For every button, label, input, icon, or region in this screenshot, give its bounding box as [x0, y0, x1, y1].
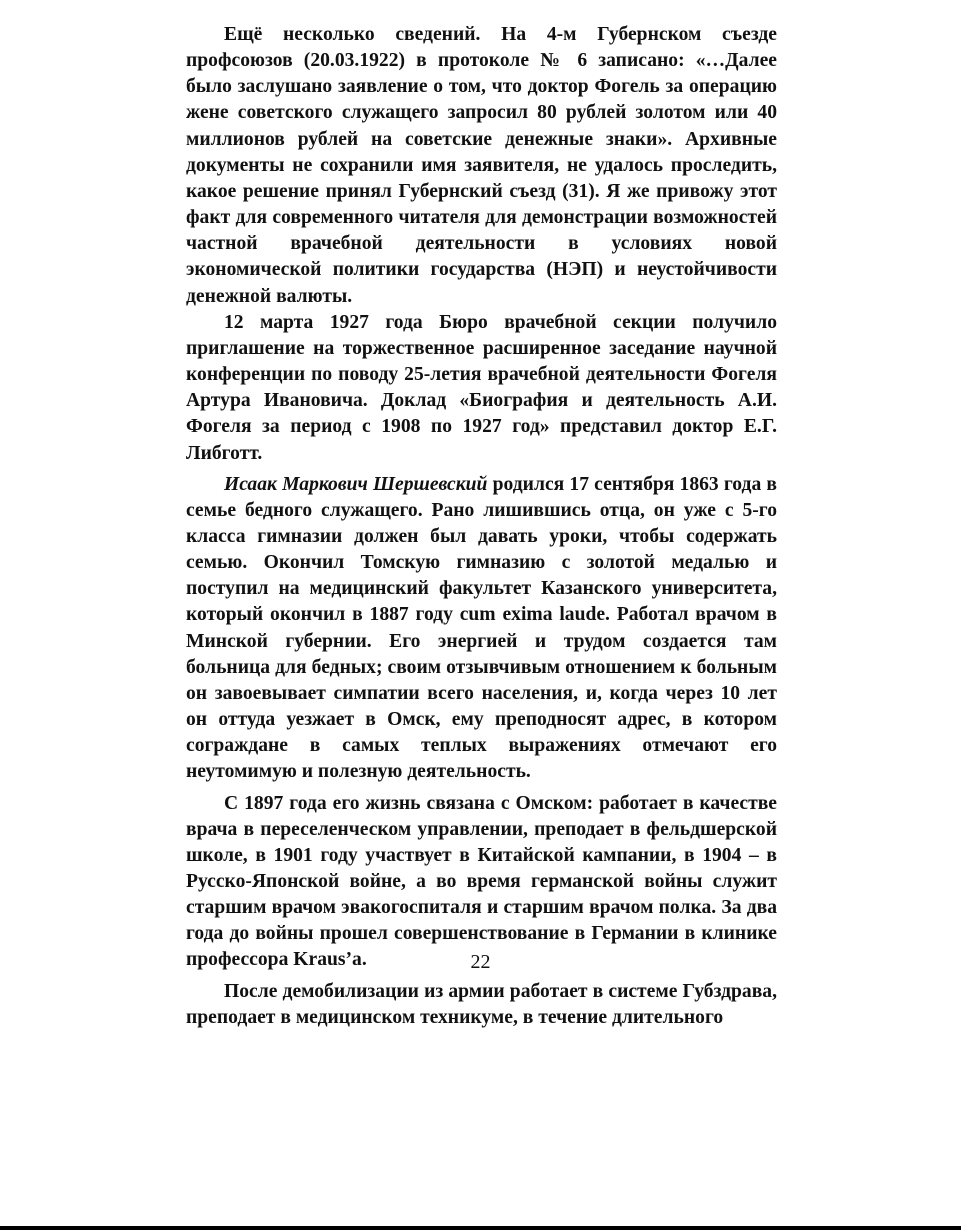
- paragraph-body: родился 17 сентября 1863 года в семье бедного служащего. Рано лишившись отца, он уже с 5-го класса гимназии должен был давать уроки, чтобы содержать семью. Окончил Томскую гимназию с золотой медалью и поступил на медицинский факультет Казанского университета, который окончил в 1887 году cum exima laude. Работал врачом в Минской губернии. Его энергией и трудом создается там больница для бедных; своим отзывчивым отношением к больным он завоевывает симпатии всего населения, и, когда через 10 лет он оттуда уезжает в Омск, ему преподносят адрес, в котором сограждане в самых теплых выражениях отмечают его неутомимую и полезную деятельность.: [186, 473, 777, 783]
- paragraph-after-demobilization: После демобилизации из армии работает в системе Губздрава, преподает в медицинском техникуме, в течение длительного: [186, 980, 777, 1028]
- paragraph-omsk-career: С 1897 года его жизнь связана с Омском: работает в качестве врача в переселенческом управлении, преподает в фельдшерской школе, в 1901 году участвует в Китайской кампании, в 1904 – в Русско-Японской войне, а во время германской войны служит старшим врачом эвакогоспиталя и старшим врачом полка. За два года до войны прошел совершенствование в Германии в клинике профессора Kraus’а.: [186, 792, 777, 971]
- bottom-edge-rule: [0, 1226, 961, 1230]
- paragraph-profsoyuz-congress: Ещё несколько сведений. На 4-м Губернском съезде профсоюзов (20.03.1922) в протоколе № 6 записано: «…Далее было заслушано заявление о том, что доктор Фогель за операцию жене советского служащего запросил 80 рублей золотом или 40 миллионов рублей на советские денежные знаки». Архивные документы не сохранили имя заявителя, не удалось проследить, какое решение принял Губернский съезд (31). Я же привожу этот факт для современного читателя для демонстрации возможностей частной врачебной деятельности в условиях новой экономической политики государства (НЭП) и неустойчивости денежной валюты.: [186, 24, 777, 307]
- page-number: 22: [470, 951, 491, 973]
- paragraph-vogel-anniversary: 12 марта 1927 года Бюро врачебной секции получило приглашение на торжественное расширенное заседание научной конференции по поводу 25-летия врачебной деятельности Фогеля Артура Ивановича. Доклад «Биография и деятельность А.И. Фогеля за период с 1908 по 1927 год» представил доктор Е.Г. Либготт.: [186, 311, 777, 464]
- paragraph-shershevsky-biography: [186, 472, 777, 786]
- book-page-text: [186, 22, 777, 1031]
- person-name-shershevsky: Исаак Маркович Шершевский: [224, 473, 488, 495]
